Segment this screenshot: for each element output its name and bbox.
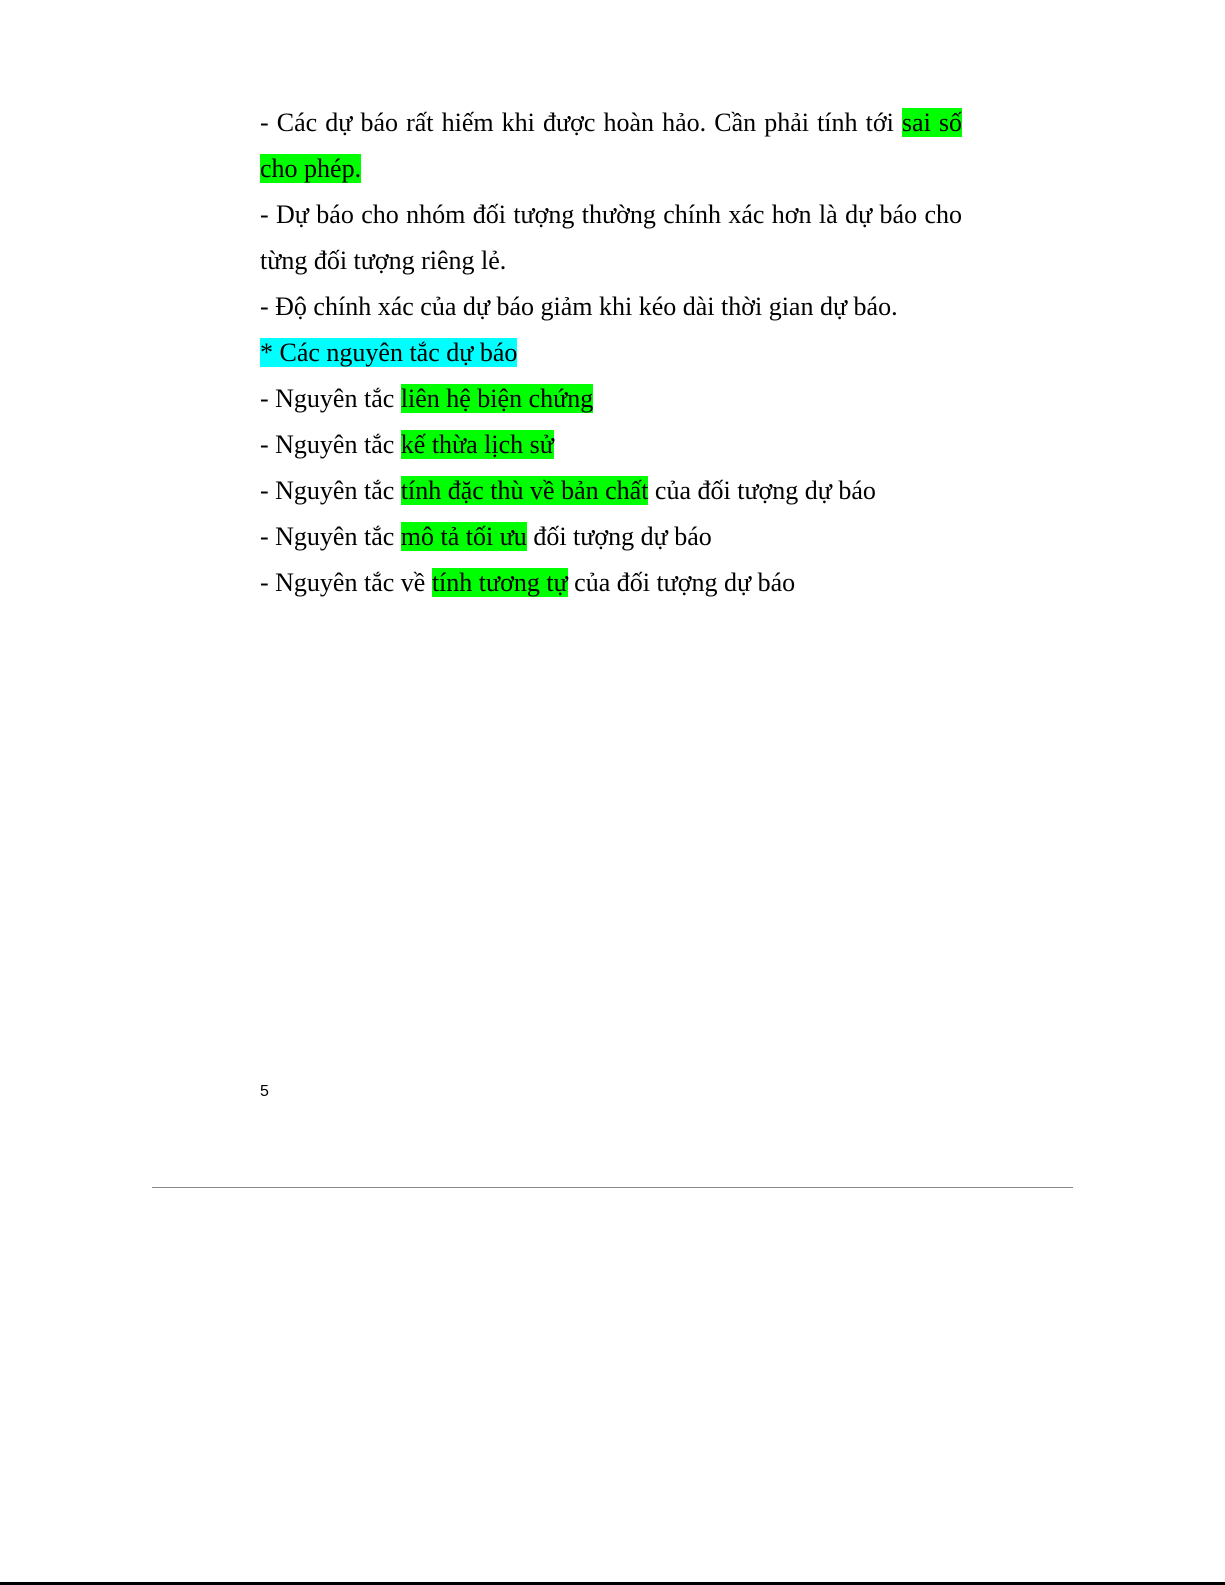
document-body: [260, 100, 962, 606]
paragraph: [260, 514, 962, 560]
paragraph: [260, 330, 962, 376]
paragraph-text: - Các dự báo rất hiếm khi được hoàn hảo. Cần phải tính tới: [260, 108, 902, 137]
highlighted-text: mô tả tối ưu: [400, 522, 527, 551]
highlighted-text: tính đặc thù về bản chất: [400, 476, 649, 505]
highlighted-text: kế thừa lịch sử: [400, 430, 554, 459]
paragraph: [260, 468, 962, 514]
page-number: 5: [260, 1083, 269, 1100]
paragraph: [260, 422, 962, 468]
paragraph-text: - Nguyên tắc về: [260, 568, 432, 597]
paragraph-text: - Dự báo cho nhóm đối tượng thường chính xác hơn là dự báo cho từng đối tượng riêng lẻ.: [260, 200, 962, 275]
paragraph: [260, 192, 962, 284]
paragraph-text: của đối tượng dự báo: [567, 568, 796, 597]
paragraph-text: của đối tượng dự báo: [648, 476, 876, 505]
highlighted-text: sai số cho phép.: [260, 108, 962, 183]
paragraph: [260, 560, 962, 606]
highlighted-text: liên hệ biện chứng: [400, 384, 594, 413]
page-divider: [152, 1187, 1073, 1188]
paragraph-text: - Nguyên tắc: [260, 384, 401, 413]
paragraph: [260, 376, 962, 422]
paragraph-text: - Nguyên tắc: [260, 476, 401, 505]
paragraph: [260, 100, 962, 192]
paragraph: [260, 284, 962, 330]
paragraph-text: - Độ chính xác của dự báo giảm khi kéo dài thời gian dự báo.: [260, 292, 898, 321]
paragraph-text: đối tượng dự báo: [526, 522, 712, 551]
paragraph-text: - Nguyên tắc: [260, 430, 401, 459]
highlighted-text: tính tương tự: [431, 568, 568, 597]
paragraph-text: - Nguyên tắc: [260, 522, 401, 551]
section-heading: * Các nguyên tắc dự báo: [260, 338, 518, 367]
